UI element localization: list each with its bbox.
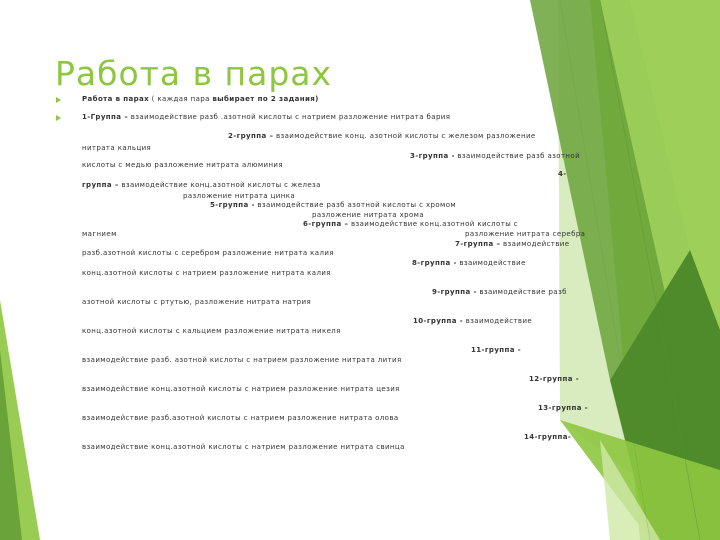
- group-line: [432, 288, 567, 296]
- group-line: [303, 220, 518, 228]
- intro-bold2: выбирает по 2 задания): [212, 95, 319, 103]
- group-label: 12-группа -: [529, 375, 580, 383]
- group-text: взаимодействие конц.азотной кислоты с железа: [118, 181, 321, 189]
- group-line: [228, 132, 536, 140]
- group-text: конц.азотной кислоты с кальцием разложение нитрата никеля: [82, 327, 341, 335]
- group-text: взаимодействие разб азотной: [454, 152, 581, 160]
- group-text: взаимодействие разб. азотной кислоты с натрием разложение нитрата лития: [82, 356, 402, 364]
- group-text: разложение нитрата цинка: [183, 192, 296, 200]
- group-text: взаимодействие конц.азотной кислоты с натрием разложение нитрата свинца: [82, 443, 405, 451]
- group-text: азотной кислоты с ртутью, разложение нитрата натрия: [82, 298, 312, 306]
- group-line: [82, 327, 341, 335]
- group-text: разложение нитрата серебра: [465, 230, 586, 238]
- group-text: взаимодействие разб .азотной кислоты с натрием разложение нитрата бария: [128, 113, 451, 121]
- group-line: [558, 170, 567, 178]
- group-label: 11-группа -: [471, 346, 522, 354]
- group-text: взаимодействие конц. азотной кислоты с железом разложение: [273, 132, 536, 140]
- group-line: [538, 404, 588, 412]
- group-line: [82, 181, 321, 189]
- group-line: [465, 230, 585, 238]
- slide-title: Работа в парах: [55, 54, 333, 93]
- group-text: взаимодействие конц.азотной кислоты с натрием разложение нитрата цезия: [82, 385, 400, 393]
- group-label: группа –: [82, 181, 119, 189]
- group-line: [471, 346, 521, 354]
- group-line: [82, 385, 400, 393]
- group-line: [210, 201, 456, 209]
- group-text: взаимодействие разб азотной кислоты с хромом: [254, 201, 457, 209]
- group-line: [410, 152, 580, 160]
- group-label: 2-группа –: [228, 132, 274, 140]
- bullet-icon: [56, 115, 61, 121]
- group-text: взаимодействие конц.азотной кислоты с: [348, 220, 518, 228]
- group-text: кислоты с медью разложение нитрата алюминия: [82, 161, 283, 169]
- group-text: 4-: [558, 170, 567, 178]
- group-line: [529, 375, 579, 383]
- group-text: взаимодействие разб: [476, 288, 567, 296]
- group-line: [82, 144, 151, 152]
- group-label: 13-группа -: [538, 404, 589, 412]
- group-line: [82, 113, 450, 121]
- group-line: [524, 433, 571, 441]
- group-text: взаимодействие: [463, 317, 533, 325]
- group-label: 14-группа-: [524, 433, 572, 441]
- group-line: [82, 161, 283, 169]
- group-line: [82, 249, 334, 257]
- group-label: 6-группа –: [303, 220, 349, 228]
- group-text: взаимодействие: [500, 240, 570, 248]
- group-text: магнием: [82, 230, 117, 238]
- group-line: [455, 240, 569, 248]
- group-text: взаимодействие: [456, 259, 526, 267]
- group-line: [82, 414, 399, 422]
- intro-rest: ( каждая пара: [149, 95, 213, 103]
- group-line: [82, 443, 405, 451]
- group-text: разб.азотной кислоты с серебром разложение нитрата калия: [82, 249, 334, 257]
- group-line: [82, 269, 331, 277]
- group-line: [82, 356, 402, 364]
- group-line: [183, 192, 295, 200]
- group-label: 10-группа -: [413, 317, 464, 325]
- group-text: конц.азотной кислоты с натрием разложение нитрата калия: [82, 269, 331, 277]
- group-text: взаимодействие разб.азотной кислоты с натрием разложение нитрата олова: [82, 414, 399, 422]
- group-label: 3-группа -: [410, 152, 455, 160]
- group-line: [312, 211, 424, 219]
- group-text: разложение нитрата хрома: [312, 211, 425, 219]
- group-line: [82, 298, 311, 306]
- bullet-icon: [56, 97, 61, 103]
- group-label: 7-группа –: [455, 240, 501, 248]
- group-label: 5-группа -: [210, 201, 255, 209]
- group-line: [412, 259, 526, 267]
- group-label: 1-Группа –: [82, 113, 129, 121]
- group-line: [413, 317, 532, 325]
- group-label: 8-группа -: [412, 259, 457, 267]
- group-line: [82, 230, 117, 238]
- intro-line: [82, 95, 319, 103]
- intro-bold: Работа в парах: [82, 95, 150, 103]
- group-text: нитрата кальция: [82, 144, 152, 152]
- group-label: 9-группа -: [432, 288, 477, 296]
